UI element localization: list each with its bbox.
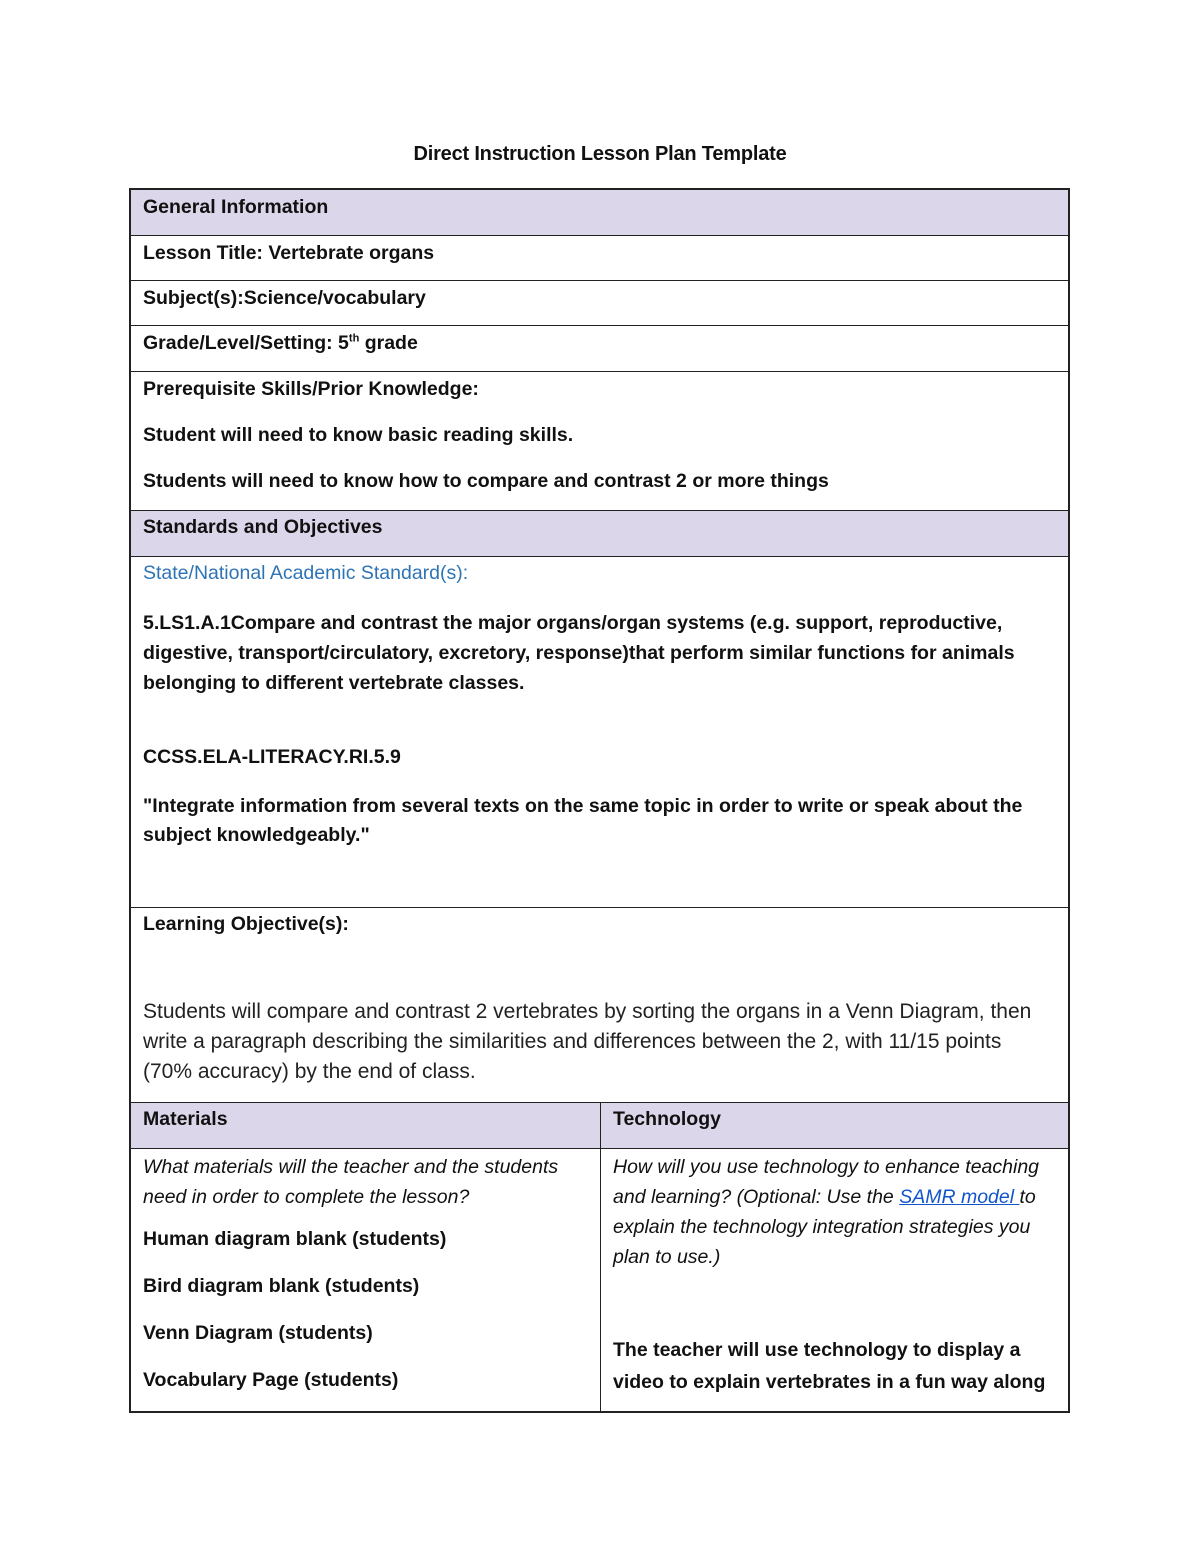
samr-model-link[interactable]: SAMR model: [899, 1186, 1020, 1208]
materials-header: Materials: [143, 1108, 228, 1130]
materials-item: Bird diagram blank (students): [143, 1275, 420, 1297]
prerequisite-label: Prerequisite Skills/Prior Knowledge:: [143, 378, 479, 400]
learning-objectives-label: Learning Objective(s):: [143, 913, 349, 935]
ccss-code: CCSS.ELA-LITERACY.RI.5.9: [143, 746, 401, 768]
prerequisite-item-1: Student will need to know basic reading skills.: [143, 424, 574, 446]
lesson-title: Lesson Title: Vertebrate organs: [143, 242, 435, 264]
state-standard-label: State/National Academic Standard(s):: [143, 562, 469, 584]
technology-prompt-start: How will you use technology to enhance teaching and learning? (Optional: Use the: [613, 1156, 1040, 1208]
standards-cell: [131, 557, 1068, 907]
lesson-title-row: [131, 235, 1068, 280]
standards-header: Standards and Objectives: [143, 516, 383, 538]
standards-header-row: [131, 510, 1068, 556]
grade-suffix: grade: [359, 332, 418, 354]
materials-item: Venn Diagram (students): [143, 1322, 373, 1344]
technology-header: Technology: [600, 1103, 1068, 1148]
lesson-plan-table: [129, 188, 1070, 1413]
technology-prompt-end: to explain the technology integration strategies you plan to use.): [613, 1186, 1036, 1268]
materials-item: Vocabulary Page (students): [143, 1369, 399, 1391]
general-information-header: General Information: [143, 196, 329, 218]
general-information-header-row: [131, 190, 1068, 235]
ccss-text: "Integrate information from several texts on the same topic in order to write or speak about the subject knowledgeably.": [143, 795, 1023, 846]
subjects: Subject(s):Science/vocabulary: [143, 287, 426, 309]
document-title: Direct Instruction Lesson Plan Template: [413, 143, 787, 165]
technology-prompt: [613, 1152, 1056, 1272]
prerequisite-item-2: Students will need to know how to compare and contrast 2 or more things: [143, 470, 829, 492]
learning-objectives-cell: [131, 908, 1068, 1102]
learning-objective-text: Students will compare and contrast 2 vertebrates by sorting the organs in a Venn Diagram, then write a paragraph describing the similarities and differences between the 2, with 11/15 points (70% accuracy) by the end of class.: [143, 1000, 1032, 1083]
standard-5-ls1-a-1: 5.LS1.A.1Compare and contrast the major organs/organ systems (e.g. support, reproductive, digestive, transport/circulatory, excretory, response)that perform similar functions for animals belonging to different vertebrate classes.: [143, 612, 1015, 694]
materials-technology-row: [131, 1148, 1068, 1411]
materials-prompt: What materials will the teacher and the students need in order to complete the lesson?: [143, 1156, 559, 1208]
grade-level-setting: [131, 326, 1068, 371]
materials-item: Human diagram blank (students): [143, 1228, 447, 1250]
grade-row: [131, 325, 1068, 371]
technology-cell: [600, 1149, 1068, 1411]
grade-superscript: th: [348, 332, 360, 345]
technology-answer: The teacher will use technology to display a video to explain vertebrates in a fun way along: [613, 1339, 1046, 1393]
subjects-row: [131, 280, 1068, 325]
prerequisite-row: [131, 371, 1068, 510]
materials-technology-header-row: [131, 1102, 1068, 1148]
grade-prefix: Grade/Level/Setting: 5: [143, 332, 349, 354]
standards-row: [131, 556, 1068, 907]
learning-objectives-row: [131, 907, 1068, 1102]
materials-cell: [131, 1149, 600, 1411]
prerequisite-cell: [131, 372, 1068, 510]
